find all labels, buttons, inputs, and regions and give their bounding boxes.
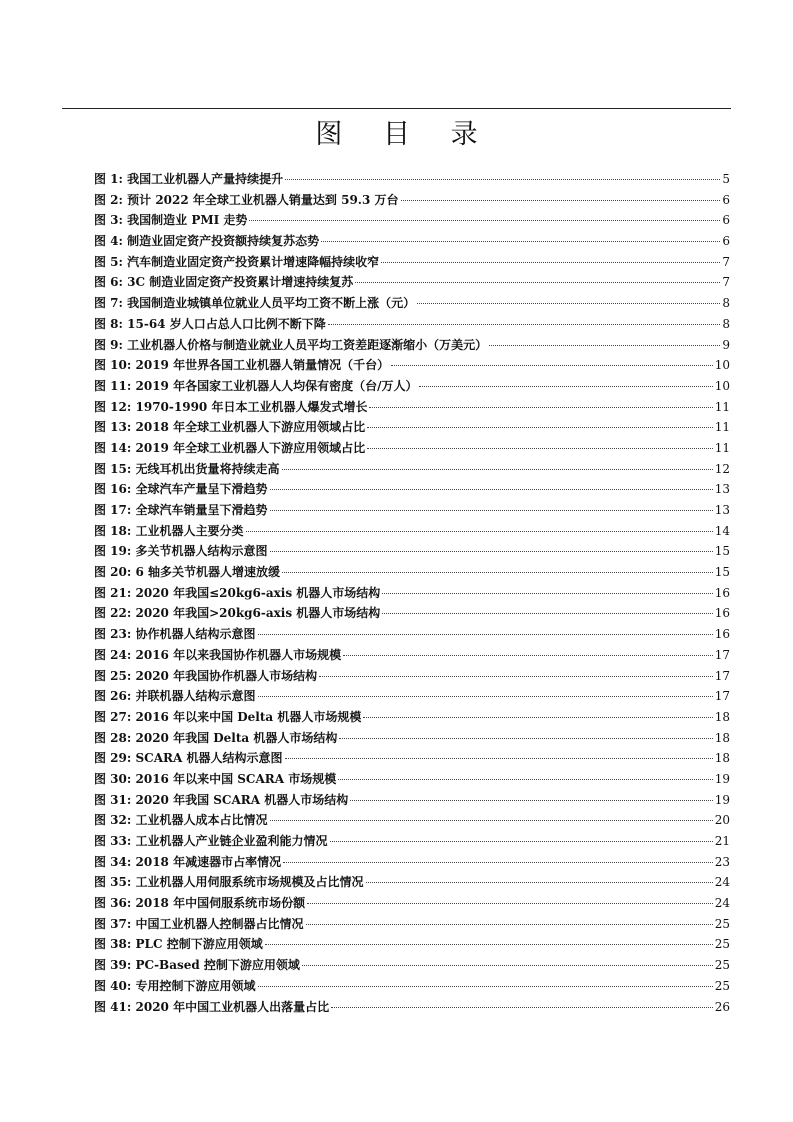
- toc-entry-label: 图 21:: [94, 585, 132, 600]
- toc-entry-page: 26: [714, 999, 730, 1014]
- toc-entry-label: 图 39:: [94, 958, 132, 973]
- toc-entry[interactable]: [94, 418, 730, 439]
- dot-leader: [285, 757, 713, 759]
- header-rule: [62, 108, 731, 109]
- toc-entry-label: 图 18:: [94, 523, 132, 538]
- dot-leader: [285, 178, 720, 180]
- dot-leader: [270, 550, 713, 552]
- toc-entry[interactable]: [94, 811, 730, 832]
- dot-leader: [258, 633, 713, 635]
- dot-leader: [258, 695, 713, 697]
- toc-entry-page: 15: [714, 544, 730, 559]
- toc-entry[interactable]: [94, 211, 730, 232]
- toc-entry-title: 多关节机器人结构示意图: [135, 544, 268, 559]
- toc-entry-label: 图 10:: [94, 358, 132, 373]
- toc-entry[interactable]: [94, 170, 730, 191]
- toc-entry-label: 图 25:: [94, 668, 132, 683]
- toc-entry-page: 6: [722, 234, 730, 249]
- toc-entry-label: 图 16:: [94, 482, 132, 497]
- toc-entry-title: 协作机器人结构示意图: [135, 627, 256, 642]
- toc-entry-title: 15-64 岁人口占总人口比例不断下降: [127, 316, 326, 331]
- toc-entry[interactable]: [94, 894, 730, 915]
- toc-entry-title: 工业机器人价格与制造业就业人员平均工资差距逐渐缩小（万美元）: [127, 337, 488, 352]
- toc-entry[interactable]: [94, 604, 730, 625]
- dot-leader: [366, 881, 713, 883]
- toc-entry-title: 2020 年我国>20kg6-axis 机器人市场结构: [135, 606, 381, 621]
- dot-leader: [417, 302, 720, 304]
- dot-leader: [265, 943, 713, 945]
- toc-entry-page: 17: [714, 668, 730, 683]
- dot-leader: [338, 778, 712, 780]
- toc-entry[interactable]: [94, 542, 730, 563]
- figure-toc-list: [94, 170, 730, 1018]
- toc-entry-page: 17: [714, 647, 730, 662]
- dot-leader: [381, 261, 720, 263]
- toc-entry-label: 图 13:: [94, 420, 132, 435]
- toc-entry-page: 13: [714, 482, 730, 497]
- toc-entry-page: 20: [714, 813, 730, 828]
- toc-entry-label: 图 11:: [94, 378, 132, 393]
- toc-entry-label: 图 28:: [94, 730, 132, 745]
- toc-entry-title: 工业机器人成本占比情况: [135, 813, 268, 828]
- toc-entry-label: 图 20:: [94, 565, 132, 580]
- toc-entry-title: 工业机器人主要分类: [135, 523, 244, 538]
- toc-entry-label: 图 19:: [94, 544, 132, 559]
- toc-entry-title: 2020 年我国≤20kg6-axis 机器人市场结构: [135, 585, 381, 600]
- toc-entry[interactable]: [94, 687, 730, 708]
- toc-entry-label: 图 6:: [94, 275, 123, 290]
- toc-entry-label: 图 34:: [94, 854, 132, 869]
- toc-entry-page: 11: [714, 420, 730, 435]
- toc-entry-label: 图 2:: [94, 192, 123, 207]
- toc-entry[interactable]: [94, 956, 730, 977]
- toc-entry-title: 2020 年我国 SCARA 机器人市场结构: [135, 792, 349, 807]
- dot-leader: [282, 571, 713, 573]
- toc-entry[interactable]: [94, 749, 730, 770]
- toc-entry-page: 25: [714, 978, 730, 993]
- toc-entry[interactable]: [94, 522, 730, 543]
- toc-entry-label: 图 26:: [94, 689, 132, 704]
- toc-entry-title: 工业机器人产业链企业盈利能力情况: [135, 834, 328, 848]
- dot-leader: [319, 675, 713, 677]
- toc-entry-title: 汽车制造业固定资产投资累计增速降幅持续收窄: [127, 254, 380, 269]
- toc-entry[interactable]: [94, 873, 730, 894]
- toc-entry-label: 图 37:: [94, 916, 132, 931]
- toc-entry[interactable]: [94, 998, 730, 1019]
- toc-entry[interactable]: [94, 439, 730, 460]
- toc-entry-title: 2019 年世界各国工业机器人销量情况（千台）: [135, 358, 390, 373]
- toc-entry-label: 图 12:: [94, 399, 132, 414]
- toc-entry[interactable]: [94, 460, 730, 481]
- toc-entry[interactable]: [94, 770, 730, 791]
- toc-entry[interactable]: [94, 398, 730, 419]
- toc-entry[interactable]: [94, 356, 730, 377]
- toc-entry-page: 11: [714, 399, 730, 414]
- toc-entry-title: 2018 年中国伺服系统市场份额: [135, 896, 306, 911]
- toc-entry-title: 2019 年各国家工业机器人人均保有密度（台/万人）: [135, 378, 418, 393]
- dot-leader: [270, 819, 713, 821]
- toc-entry-page: 18: [714, 730, 730, 745]
- toc-entry-title: 2018 年减速器市占率情况: [135, 854, 282, 869]
- toc-entry[interactable]: [94, 480, 730, 501]
- toc-entry-page: 18: [714, 709, 730, 724]
- toc-entry-page: 7: [722, 275, 730, 290]
- toc-entry[interactable]: [94, 377, 730, 398]
- toc-entry-page: 12: [714, 461, 730, 476]
- toc-entry-title: 全球汽车产量呈下滑趋势: [135, 482, 268, 497]
- toc-entry-page: 6: [722, 213, 730, 228]
- toc-entry[interactable]: [94, 646, 730, 667]
- toc-entry[interactable]: [94, 584, 730, 605]
- toc-entry[interactable]: [94, 625, 730, 646]
- toc-entry-label: 图 14:: [94, 440, 132, 455]
- toc-entry-title: 全球汽车销量呈下滑趋势: [135, 503, 268, 517]
- toc-entry-title: 我国制造业 PMI 走势: [127, 213, 248, 228]
- toc-entry-title: 并联机器人结构示意图: [135, 689, 256, 704]
- dot-leader: [382, 592, 712, 594]
- toc-entry-page: 17: [714, 689, 730, 704]
- dot-leader: [258, 985, 713, 987]
- dot-leader: [369, 406, 712, 408]
- toc-entry-title: 2020 年中国工业机器人出落量占比: [135, 999, 330, 1014]
- toc-entry[interactable]: [94, 336, 730, 357]
- toc-entry-title: 我国工业机器人产量持续提升: [127, 172, 284, 186]
- dot-leader: [489, 344, 720, 346]
- toc-entry-label: 图 3:: [94, 213, 123, 228]
- toc-entry[interactable]: [94, 563, 730, 584]
- toc-entry-title: 制造业固定资产投资额持续复苏态势: [127, 234, 320, 249]
- toc-entry-page: 16: [714, 585, 730, 600]
- toc-entry[interactable]: [94, 853, 730, 874]
- toc-entry-page: 6: [722, 192, 730, 207]
- toc-entry-page: 10: [714, 378, 730, 393]
- toc-entry-label: 图 15:: [94, 461, 132, 476]
- dot-leader: [270, 488, 713, 490]
- toc-entry-label: 图 17:: [94, 503, 132, 517]
- toc-entry-page: 7: [722, 254, 730, 269]
- dot-leader: [302, 964, 713, 966]
- toc-entry[interactable]: [94, 273, 730, 294]
- toc-entry-page: 24: [714, 875, 730, 890]
- toc-entry-page: 25: [714, 937, 730, 952]
- toc-entry-title: 中国工业机器人控制器占比情况: [135, 916, 304, 931]
- toc-entry-title: 预计 2022 年全球工业机器人销量达到 59.3 万台: [127, 192, 399, 207]
- toc-entry-page: 19: [714, 792, 730, 807]
- toc-entry[interactable]: [94, 935, 730, 956]
- toc-entry-page: 21: [714, 834, 730, 848]
- toc-entry-label: 图 35:: [94, 875, 132, 890]
- toc-entry-page: 15: [714, 565, 730, 580]
- toc-entry-label: 图 30:: [94, 771, 132, 786]
- toc-entry[interactable]: [94, 232, 730, 253]
- toc-entry[interactable]: [94, 191, 730, 212]
- toc-entry[interactable]: [94, 832, 730, 853]
- toc-entry-title: 2018 年全球工业机器人下游应用领域占比: [135, 420, 366, 435]
- dot-leader: [401, 199, 721, 201]
- toc-entry-label: 图 27:: [94, 709, 132, 724]
- toc-entry-label: 图 36:: [94, 896, 132, 911]
- toc-entry-label: 图 5:: [94, 254, 123, 269]
- toc-entry-label: 图 4:: [94, 234, 123, 249]
- dot-leader: [270, 509, 713, 511]
- toc-entry-title: PLC 控制下游应用领域: [135, 937, 263, 952]
- toc-entry-page: 10: [714, 358, 730, 373]
- toc-entry-page: 5: [722, 172, 730, 186]
- toc-entry-page: 14: [714, 523, 730, 538]
- toc-entry-page: 8: [722, 316, 730, 331]
- toc-entry-title: 2016 年以来我国协作机器人市场规模: [135, 647, 342, 662]
- dot-leader: [249, 219, 720, 221]
- toc-entry-page: 24: [714, 896, 730, 911]
- toc-entry-title: 工业机器人用伺服系统市场规模及占比情况: [135, 875, 364, 890]
- dot-leader: [343, 654, 713, 656]
- toc-entry[interactable]: [94, 915, 730, 936]
- toc-entry-page: 8: [722, 296, 730, 311]
- toc-entry-title: 3C 制造业固定资产投资累计增速持续复苏: [127, 275, 354, 290]
- toc-entry-title: 2020 年我国 Delta 机器人市场结构: [135, 730, 338, 745]
- toc-entry-label: 图 41:: [94, 999, 132, 1014]
- toc-entry-title: SCARA 机器人结构示意图: [135, 751, 283, 766]
- toc-entry-title: 6 轴多关节机器人增速放缓: [135, 565, 281, 580]
- dot-leader: [282, 468, 713, 470]
- toc-entry-page: 11: [714, 440, 730, 455]
- toc-entry-label: 图 7:: [94, 296, 123, 311]
- toc-entry-title: 2019 年全球工业机器人下游应用领域占比: [135, 440, 366, 455]
- dot-leader: [350, 799, 712, 801]
- dot-leader: [355, 281, 720, 283]
- toc-entry[interactable]: [94, 501, 730, 522]
- dot-leader: [331, 1006, 713, 1008]
- toc-entry-label: 图 1:: [94, 172, 123, 186]
- dot-leader: [283, 861, 713, 863]
- toc-entry-page: 13: [714, 503, 730, 517]
- toc-entry[interactable]: [94, 253, 730, 274]
- toc-entry-label: 图 31:: [94, 792, 132, 807]
- toc-entry-label: 图 40:: [94, 978, 132, 993]
- toc-entry[interactable]: [94, 729, 730, 750]
- toc-entry[interactable]: [94, 294, 730, 315]
- dot-leader: [382, 612, 712, 614]
- toc-entry-label: 图 32:: [94, 813, 132, 828]
- toc-entry-title: 我国制造业城镇单位就业人员平均工资不断上涨（元）: [127, 296, 416, 311]
- toc-entry-title: 无线耳机出货量将持续走高: [135, 461, 280, 476]
- toc-entry-title: 2016 年以来中国 Delta 机器人市场规模: [135, 709, 362, 724]
- toc-entry-title: 2016 年以来中国 SCARA 市场规模: [135, 771, 337, 786]
- toc-entry-label: 图 24:: [94, 647, 132, 662]
- toc-entry-label: 图 29:: [94, 751, 132, 766]
- dot-leader: [367, 447, 713, 449]
- dot-leader: [321, 240, 720, 242]
- toc-entry-title: 专用控制下游应用领域: [135, 978, 256, 993]
- toc-entry-page: 19: [714, 771, 730, 786]
- toc-entry[interactable]: [94, 708, 730, 729]
- toc-entry-title: PC-Based 控制下游应用领域: [135, 958, 300, 973]
- dot-leader: [419, 385, 712, 387]
- toc-entry[interactable]: [94, 977, 730, 998]
- dot-leader: [339, 737, 712, 739]
- toc-entry-title: 2020 年我国协作机器人市场结构: [135, 668, 318, 683]
- toc-entry-title: 1970-1990 年日本工业机器人爆发式增长: [135, 399, 368, 414]
- toc-entry[interactable]: [94, 315, 730, 336]
- toc-entry-page: 23: [714, 854, 730, 869]
- toc-entry[interactable]: [94, 791, 730, 812]
- dot-leader: [307, 902, 713, 904]
- dot-leader: [306, 923, 713, 925]
- toc-entry-label: 图 9:: [94, 337, 123, 352]
- toc-entry[interactable]: [94, 667, 730, 688]
- page-title: 图 目 录: [315, 119, 494, 150]
- dot-leader: [363, 716, 712, 718]
- toc-entry-label: 图 33:: [94, 834, 132, 848]
- toc-entry-page: 25: [714, 958, 730, 973]
- toc-entry-page: 9: [722, 337, 730, 352]
- toc-entry-page: 16: [714, 606, 730, 621]
- toc-entry-label: 图 22:: [94, 606, 132, 621]
- dot-leader: [330, 840, 713, 842]
- dot-leader: [391, 364, 713, 366]
- dot-leader: [367, 426, 713, 428]
- toc-entry-label: 图 23:: [94, 627, 132, 642]
- dot-leader: [328, 323, 721, 325]
- dot-leader: [246, 530, 713, 532]
- toc-entry-page: 25: [714, 916, 730, 931]
- toc-entry-label: 图 38:: [94, 937, 132, 952]
- toc-entry-page: 16: [714, 627, 730, 642]
- toc-entry-page: 18: [714, 751, 730, 766]
- toc-entry-label: 图 8:: [94, 316, 123, 331]
